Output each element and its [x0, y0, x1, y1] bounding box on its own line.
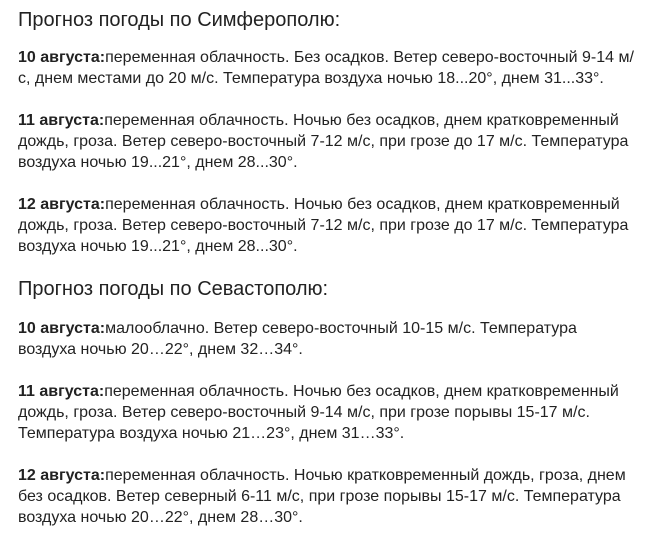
simferopol-forecast-aug-12 — [18, 194, 636, 257]
forecast-date: 10 августа: — [18, 49, 106, 66]
sevastopol-forecast-aug-10 — [18, 318, 636, 360]
forecast-text: переменная облачность. Без осадков. Ветер северо-восточный 9-14 м/с, днем местами до 20 м/с. Температура воздуха ночью 18...20°, днем 31...33°. — [18, 49, 634, 87]
simferopol-forecast-aug-11 — [18, 110, 636, 173]
sevastopol-forecast-aug-11 — [18, 381, 636, 444]
forecast-text: переменная облачность. Ночью кратковременный дождь, гроза, днем без осадков. Ветер северный 6-11 м/с, при грозе порывы 15-17 м/с. Температура воздуха ночью 20…22°, днем 28…30°. — [18, 467, 626, 526]
forecast-date: 10 августа: — [18, 320, 106, 337]
forecast-text: переменная облачность. Ночью без осадков, днем кратковременный дождь, гроза. Ветер северо-восточный 9-14 м/с, при грозе порывы 15-17 м/с. Температура воздуха ночью 21…23°, днем 31…33°. — [18, 383, 619, 442]
sevastopol-title: Прогноз погоды по Севастополю: — [18, 278, 329, 300]
forecast-text: переменная облачность. Ночью без осадков, днем кратковременный дождь, гроза. Ветер северо-восточный 7-12 м/с, при грозе до 17 м/с. Температура воздуха ночью 19...21°, днем 28...30°. — [18, 196, 629, 255]
forecast-date: 12 августа: — [18, 196, 106, 213]
forecast-text: малооблачно. Ветер северо-восточный 10-15 м/с. Температура воздуха ночью 20…22°, днем 32…34°. — [18, 320, 577, 358]
forecast-text: переменная облачность. Ночью без осадков, днем кратковременный дождь, гроза. Ветер северо-восточный 7-12 м/с, при грозе до 17 м/с. Температура воздуха ночью 19...21°, днем 28...30°. — [18, 112, 629, 171]
sevastopol-forecast-aug-12 — [18, 465, 636, 528]
forecast-date: 11 августа: — [18, 112, 105, 129]
simferopol-title: Прогноз погоды по Симферополю: — [18, 9, 341, 31]
sevastopol-section — [18, 277, 636, 528]
forecast-date: 12 августа: — [18, 467, 106, 484]
simferopol-section — [18, 8, 636, 257]
forecast-date: 11 августа: — [18, 383, 105, 400]
simferopol-forecast-aug-10 — [18, 47, 636, 89]
